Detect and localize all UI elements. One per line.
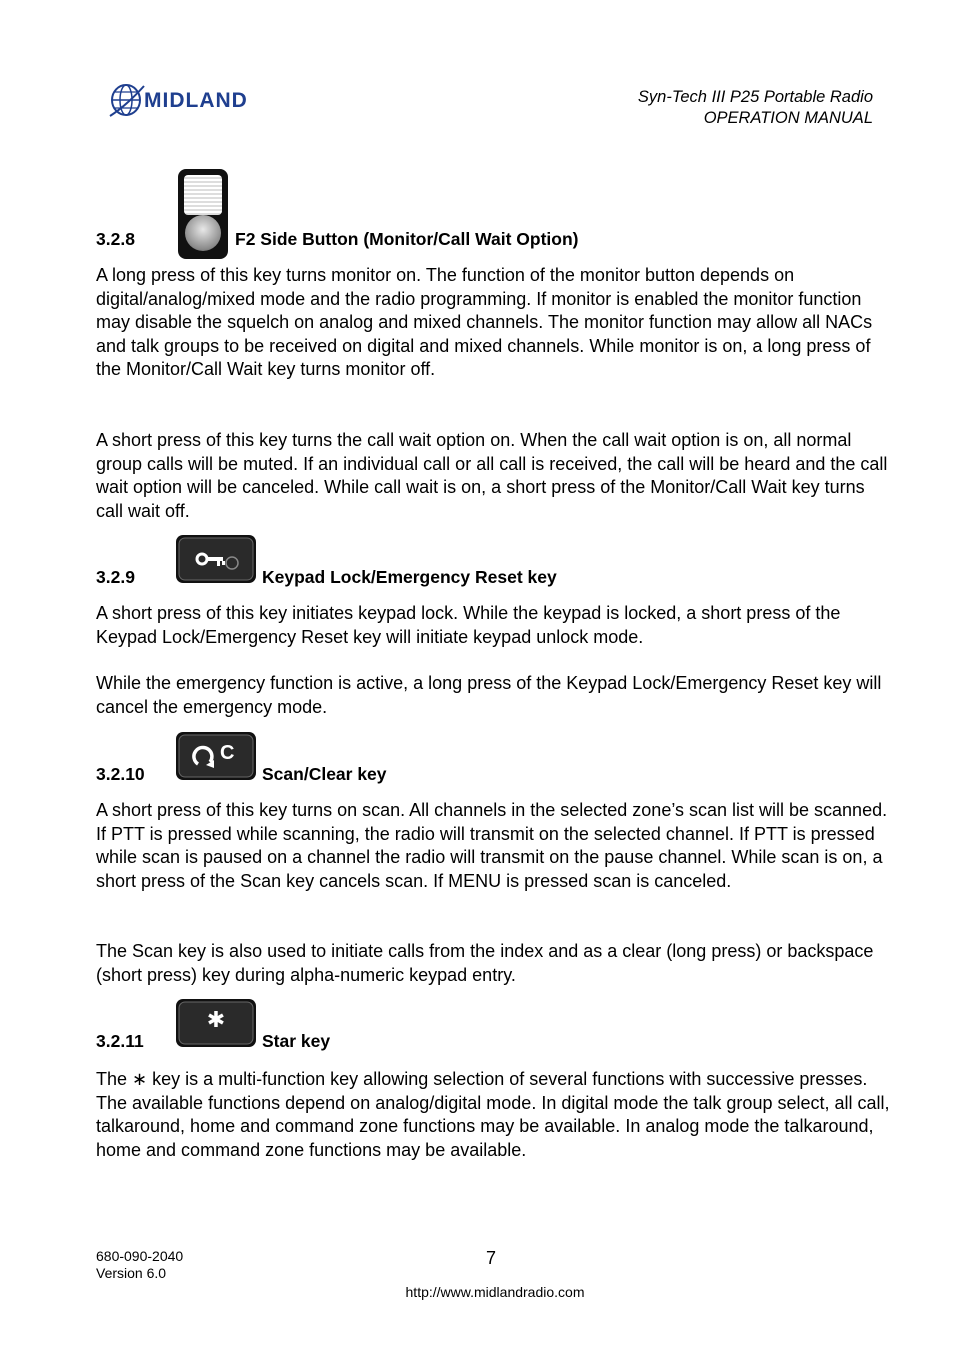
- document-title-line2: OPERATION MANUAL: [703, 109, 873, 127]
- paragraph: A long press of this key turns monitor on. The function of the monitor button depends on digital/analog/mixed mode and the radio programming. If monitor is enabled the monitor function may disable the squelch on analog and mixed channels. The monitor function may allow all NACs and talk groups to be received on digital and mixed channels. While monitor is on, a long press of the Monitor/Call Wait key turns monitor off.: [96, 265, 873, 380]
- paragraph: While the emergency function is active, a long press of the Keypad Lock/Emergency Reset key will cancel the emergency mode.: [96, 673, 882, 717]
- side-button-icon: [178, 169, 228, 259]
- paragraph: The ∗ key is a multi-function key allowing selection of several functions with successive presses. The available functions depend on analog/digital mode. In digital mode the talk group select, all call, talkaround, home and command zone functions may be available. In analog mode the talkaround, home and command zone functions may be available.: [96, 1069, 890, 1160]
- document-title: [638, 87, 873, 129]
- globe-logo-icon: [108, 80, 148, 122]
- paragraph: The Scan key is also used to initiate calls from the index and as a clear (long press) or backspace (short press) key during alpha-numeric keypad entry.: [96, 941, 874, 985]
- doc-version: Version 6.0: [96, 1265, 167, 1281]
- paragraph: A short press of this key turns the call wait option on. When the call wait option is on, all normal group calls will be muted. If an individual call or all call is received, the call will be heard and the call wait option will be canceled. While call wait is on, a short press of the Monitor/Call Wait key turns call wait off.: [96, 430, 888, 521]
- section-title: F2 Side Button (Monitor/Call Wait Option): [235, 229, 579, 249]
- section-title: Scan/Clear key: [262, 764, 387, 784]
- logo-text: MIDLAND: [144, 89, 248, 112]
- footer-doc-info: [96, 1248, 183, 1282]
- section-number: 3.2.10: [96, 764, 145, 784]
- scan-clear-icon: [176, 732, 256, 780]
- scan-key-glyph: C: [220, 742, 235, 764]
- key-lock-icon: [176, 535, 256, 583]
- section-number: 3.2.8: [96, 229, 135, 249]
- page-number: 7: [486, 1248, 497, 1268]
- section-number: 3.2.9: [96, 567, 135, 587]
- section-number: 3.2.11: [96, 1031, 144, 1051]
- document-title-line1: Syn-Tech III P25 Portable Radio: [637, 88, 873, 106]
- paragraph: A short press of this key turns on scan. All channels in the selected zone’s scan list will be scanned. If PTT is pressed while scanning, the radio will transmit on the selected channel. If PTT is pressed while scan is paused on a channel the radio will transmit on the pause channel. While scan is on, a short press of the Scan key cancels scan. If MENU is pressed scan is canceled.: [96, 800, 888, 891]
- section-title: Star key: [262, 1031, 331, 1051]
- doc-number: 680-090-2040: [96, 1248, 184, 1264]
- midland-logo: [108, 80, 300, 122]
- footer-url[interactable]: http://www.midlandradio.com: [405, 1284, 585, 1300]
- star-key-glyph: ✱: [206, 1008, 226, 1033]
- paragraph: A short press of this key initiates keypad lock. While the keypad is locked, a short press of the Keypad Lock/Emergency Reset key will initiate keypad unlock mode.: [96, 603, 841, 647]
- star-key-icon: [176, 999, 256, 1047]
- section-title: Keypad Lock/Emergency Reset key: [262, 567, 557, 587]
